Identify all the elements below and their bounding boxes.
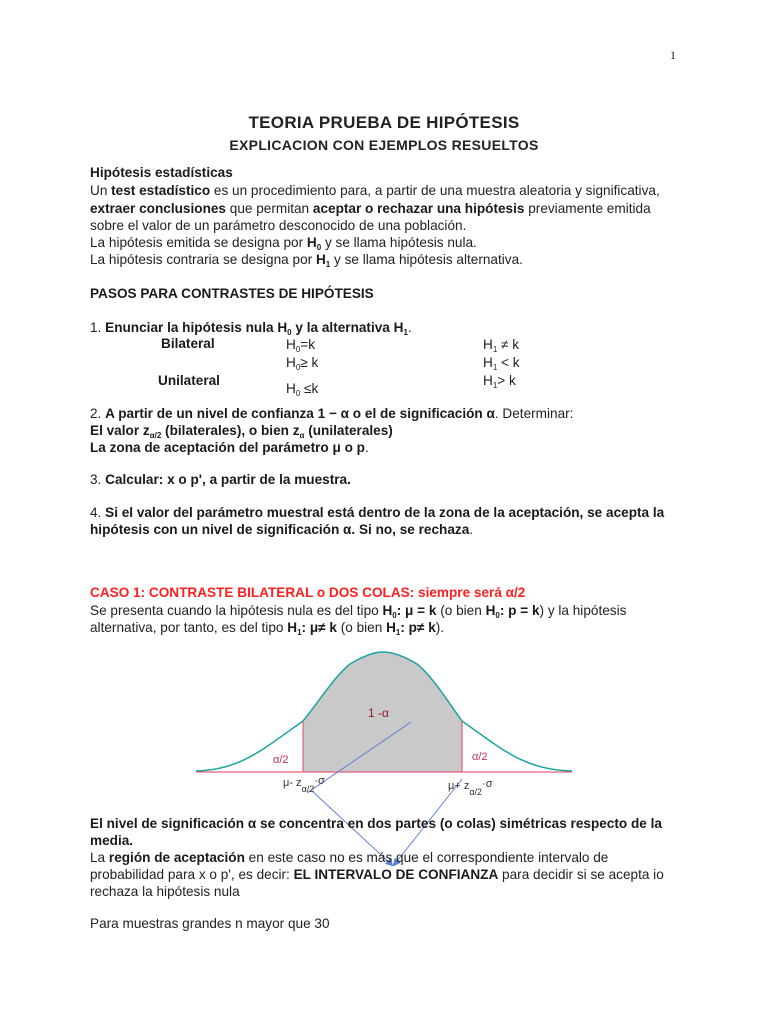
case-1-line-2: alternativa, por tanto, es del tipo $H_1$: μ≠ k (o bien $H_1$: p≠ k). (90, 620, 445, 637)
paragraph-line: La hipótesis contraria se designa por $H_1$ y se llama hipótesis alternativa. (90, 252, 523, 269)
steps-heading: PASOS PARA CONTRASTES DE HIPÓTESIS (90, 286, 374, 301)
paragraph-line: rechaza la hipótesis nula (90, 884, 240, 899)
paragraph-line: La región de aceptación en este caso no es más que el correspondiente intervalo de (90, 850, 609, 865)
paragraph-line: extraer conclusiones que permitan aceptar o rechazar una hipótesis previamente emitida (90, 201, 651, 216)
right-tail-label: α/2 (472, 751, 488, 763)
acceptance-label: 1 -α (368, 706, 389, 720)
paragraph-line: probabilidad para x o p', es decir: EL INTERVALO DE CONFIANZA para decidir si se acepta io (90, 867, 664, 882)
left-bound-label: μ- $z_{\alpha/2}\cdot\sigma$ (283, 775, 325, 794)
paragraph-line: La hipótesis emitida se designa por $H_0$ y se llama hipótesis nula. (90, 235, 477, 252)
step-1: 1. Enunciar la hipótesis nula $H_0$ y la alternativa $H_1$. (90, 320, 412, 337)
right-bound-label: $\mu+ z_{\alpha/2}\cdot\sigma$ (448, 778, 493, 797)
label-bilateral: Bilateral (161, 336, 215, 351)
h0-unilateral-1: $H_0\ge k$ (286, 355, 319, 372)
paragraph-line: media. (90, 833, 134, 848)
case-1-line-1: Se presenta cuando la hipótesis nula es del tipo $H_0$: μ = k (o bien $H_0$: p = k) y la hipótesis (90, 603, 627, 620)
step-2-line-3: La zona de aceptación del parámetro μ o p. (90, 440, 369, 455)
step-3: 3. Calcular: x o p', a partir de la muestra. (90, 472, 351, 487)
label-unilateral: Unilateral (158, 373, 220, 388)
paragraph-line: El nivel de significación α se concentra en dos partes (o colas) simétricas respecto de la (90, 816, 662, 831)
paragraph-line: Un test estadístico es un procedimiento para, a partir de una muestra aleatoria y significativa, (90, 183, 660, 198)
step-2-line-2: El valor $z_{\alpha/2}$ (bilaterales), o bien $z_\alpha$ (unilaterales) (90, 423, 393, 440)
step-4-line-2: hipótesis con un nivel de significación α. Si no, se rechaza. (90, 522, 474, 537)
document-title: TEORIA PRUEBA DE HIPÓTESIS (248, 113, 520, 132)
case-1-heading: CASO 1: CONTRASTE BILATERAL o DOS COLAS: siempre será α/2 (90, 585, 526, 600)
paragraph-line: Para muestras grandes n mayor que 30 (90, 916, 330, 931)
paragraph-line: sobre el valor de un parámetro desconocido de una población. (90, 218, 467, 233)
step-4: 4. Si el valor del parámetro muestral está dentro de la zona de la aceptación, se acepta la (90, 505, 665, 520)
document-subtitle: EXPLICACION CON EJEMPLOS RESUELTOS (229, 137, 539, 153)
h1-bilateral: $H_1 \ne k$ (483, 337, 520, 354)
step-2: 2. A partir de un nivel de confianza 1 − α o el de significación α. Determinar: (90, 406, 574, 421)
page-number: 1 (670, 48, 676, 62)
h1-unilateral-2: $H_1> k$ (483, 373, 516, 390)
h0-bilateral: $H_0=k$ (286, 337, 316, 354)
h0-unilateral-2: $H_0 \le k$ (286, 381, 319, 398)
h1-unilateral-1: $H_1 < k$ (483, 355, 520, 372)
left-tail-label: α/2 (273, 754, 289, 766)
section-heading-hipotesis: Hipótesis estadísticas (90, 165, 233, 180)
